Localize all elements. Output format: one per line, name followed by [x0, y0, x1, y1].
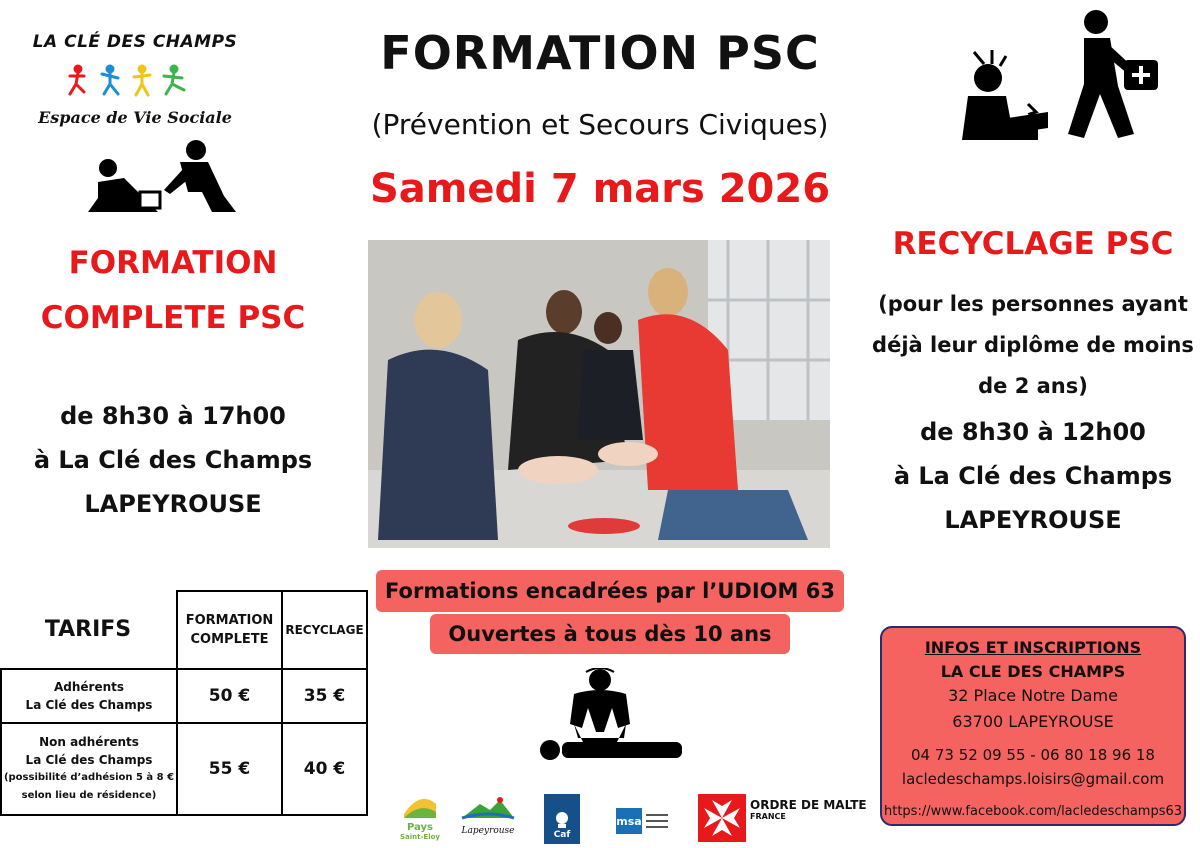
- nonmembers-recyclage-price: 40 €: [303, 759, 346, 779]
- pays-saint-eloy-logo: [400, 790, 440, 842]
- refresher-desc-line1: (pour les personnes ayant: [878, 292, 1188, 316]
- injured-person-icon: [948, 8, 1168, 146]
- price-table-col-formation: [178, 592, 281, 668]
- price-table: [0, 590, 370, 816]
- msa-logo-text: msa: [616, 808, 642, 834]
- contact-box: [880, 626, 1186, 826]
- malte-logo-text: ORDRE DE MALTE: [750, 798, 867, 812]
- col-formation-line1: FORMATION: [185, 613, 274, 628]
- contact-facebook-link[interactable]: https://www.facebook.com/lacledeschamps63: [883, 804, 1183, 819]
- cpr-rescuer-icon: [84, 138, 244, 218]
- pays-logo-subtext: Saint-Eloy: [400, 833, 440, 841]
- lapeyrouse-logo-mark: [460, 796, 516, 822]
- nonmembers-label-line1: Non adhérents: [39, 735, 139, 749]
- table-row-nonmembers-label: [2, 724, 176, 814]
- full-training-hours: de 8h30 à 17h00: [60, 402, 286, 430]
- malte-logo-subtext: FRANCE: [750, 812, 786, 821]
- lapeyrouse-logo: [460, 796, 516, 840]
- nonmembers-label-line4: selon lieu de résidence): [21, 790, 157, 801]
- caf-logo-text: Caf: [553, 830, 571, 840]
- full-training-town: LAPEYROUSE: [84, 490, 262, 518]
- maltese-cross-icon: [698, 794, 746, 842]
- cpr-compression-icon: [534, 668, 684, 768]
- nonmembers-formation-price: 55 €: [208, 759, 251, 779]
- full-training-title: [18, 236, 328, 346]
- refresher-desc-line2: déjà leur diplôme de moins: [872, 333, 1194, 357]
- pays-logo-mark: [400, 790, 440, 820]
- pays-logo-text: Pays: [407, 822, 433, 833]
- trainer-banner: Formations encadrées par l’UDIOM 63: [376, 570, 844, 612]
- logo-title: LA CLÉ DES CHAMPS: [32, 32, 238, 52]
- refresher-place: à La Clé des Champs: [893, 462, 1173, 490]
- full-training-title-line2: COMPLETE PSC: [40, 300, 306, 336]
- price-table-col-recyclage: RECYCLAGE: [285, 623, 364, 637]
- members-label-line2: La Clé des Champs: [25, 698, 153, 712]
- members-label-line1: Adhérents: [53, 680, 125, 694]
- organisation-logo: [22, 26, 248, 136]
- col-formation-line2: COMPLETE: [190, 632, 269, 647]
- contact-phone[interactable]: 04 73 52 09 55 - 06 80 18 96 18: [911, 746, 1155, 764]
- full-training-title-line1: FORMATION: [68, 245, 278, 281]
- contact-address-street: 32 Place Notre Dame: [948, 686, 1118, 705]
- refresher-title: RECYCLAGE PSC: [892, 226, 1174, 262]
- refresher-info: [870, 410, 1196, 542]
- caf-logo: [544, 794, 580, 844]
- members-recyclage-price: 35 €: [303, 686, 346, 706]
- refresher-town: LAPEYROUSE: [944, 506, 1122, 534]
- logo-subtitle: Espace de Vie Sociale: [38, 108, 232, 127]
- refresher-hours: de 8h30 à 12h00: [920, 418, 1146, 446]
- msa-logo: [616, 806, 674, 836]
- members-formation-price: 50 €: [208, 686, 251, 706]
- table-row-members-label: [2, 670, 176, 722]
- ordre-de-malte-logo: [698, 794, 868, 846]
- full-training-place: à La Clé des Champs: [33, 446, 313, 474]
- training-photo: [368, 240, 830, 548]
- refresher-desc-line3: de 2 ans): [978, 374, 1088, 398]
- page-title: FORMATION PSC: [380, 26, 820, 80]
- caf-logo-mark: [552, 810, 572, 830]
- price-table-heading: TARIFS: [44, 616, 132, 642]
- nonmembers-label-line3: (possibilité d’adhésion 5 à 8 €: [3, 772, 175, 783]
- contact-name: LA CLE DES CHAMPS: [940, 662, 1126, 681]
- contact-heading: INFOS ET INSCRIPTIONS: [924, 638, 1142, 657]
- msa-logo-lines: [642, 808, 672, 834]
- nonmembers-label-line2: La Clé des Champs: [25, 753, 153, 767]
- lapeyrouse-logo-text: Lapeyrouse: [461, 826, 515, 836]
- running-figures-icon: [66, 64, 216, 98]
- refresher-description: [870, 284, 1196, 407]
- contact-address-city: 63700 LAPEYROUSE: [952, 712, 1114, 731]
- event-date: Samedi 7 mars 2026: [369, 166, 831, 212]
- audience-banner: Ouvertes à tous dès 10 ans: [430, 614, 790, 654]
- contact-email-link[interactable]: lacledeschamps.loisirs@gmail.com: [901, 770, 1165, 788]
- page-subtitle: (Prévention et Secours Civiques): [371, 108, 829, 141]
- full-training-info: [18, 394, 328, 526]
